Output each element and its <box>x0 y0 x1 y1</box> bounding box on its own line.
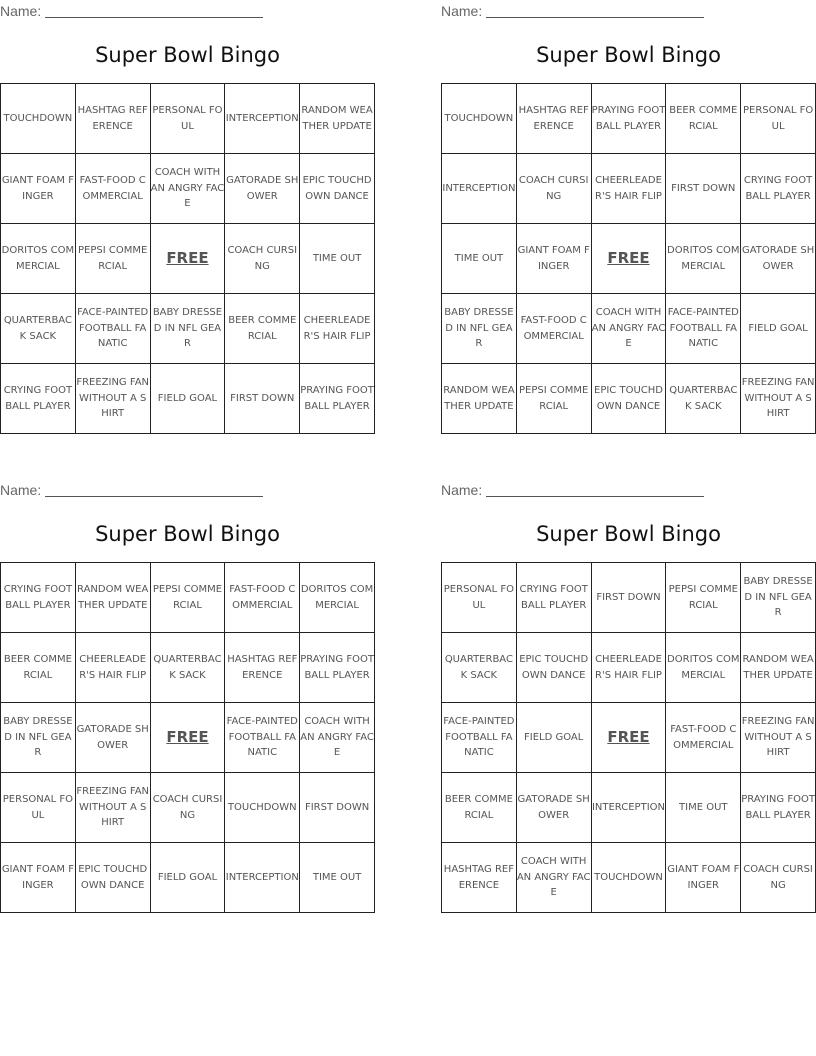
name-blank-line <box>486 496 704 497</box>
bingo-row <box>1 703 375 773</box>
bingo-cell[interactable]: COACH WITH AN ANGRY FACE <box>591 294 666 364</box>
bingo-cell[interactable]: FACE-PAINTED FOOTBALL FANATIC <box>666 294 741 364</box>
bingo-cell[interactable]: RANDOM WEATHER UPDATE <box>741 633 816 703</box>
bingo-cell[interactable]: PERSONAL FOUL <box>442 563 517 633</box>
bingo-cell[interactable]: INTERCEPTION <box>591 773 666 843</box>
bingo-cell[interactable]: BABY DRESSED IN NFL GEAR <box>442 294 517 364</box>
bingo-cell[interactable]: FAST-FOOD COMMERCIAL <box>225 563 300 633</box>
name-field[interactable] <box>0 2 280 20</box>
bingo-grid <box>0 562 375 913</box>
bingo-row <box>442 84 816 154</box>
bingo-cell[interactable]: GIANT FOAM FINGER <box>1 843 76 913</box>
bingo-cell[interactable]: PRAYING FOOTBALL PLAYER <box>300 364 375 434</box>
bingo-cell[interactable]: DORITOS COMMERCIAL <box>1 224 76 294</box>
bingo-cell[interactable]: EPIC TOUCHDOWN DANCE <box>75 843 150 913</box>
bingo-cell[interactable]: FIELD GOAL <box>150 843 225 913</box>
bingo-cell[interactable]: DORITOS COMMERCIAL <box>666 633 741 703</box>
bingo-cell[interactable]: QUARTERBACK SACK <box>150 633 225 703</box>
bingo-cell[interactable]: CRYING FOOTBALL PLAYER <box>741 154 816 224</box>
free-space[interactable]: FREE <box>150 703 225 773</box>
bingo-cell[interactable]: TOUCHDOWN <box>591 843 666 913</box>
bingo-cell[interactable]: TOUCHDOWN <box>1 84 76 154</box>
bingo-cell[interactable]: TIME OUT <box>300 843 375 913</box>
bingo-cell[interactable]: BEER COMMERCIAL <box>1 633 76 703</box>
bingo-cell[interactable]: PEPSI COMMERCIAL <box>666 563 741 633</box>
bingo-cell[interactable]: TIME OUT <box>300 224 375 294</box>
name-field[interactable] <box>441 2 721 20</box>
bingo-cell[interactable]: CRYING FOOTBALL PLAYER <box>516 563 591 633</box>
bingo-grid <box>441 83 816 434</box>
free-space[interactable]: FREE <box>591 703 666 773</box>
bingo-cell[interactable]: FIRST DOWN <box>666 154 741 224</box>
name-blank-line <box>486 17 704 18</box>
bingo-row <box>442 633 816 703</box>
name-blank-line <box>45 17 263 18</box>
name-field[interactable] <box>0 481 280 499</box>
bingo-grid <box>0 83 375 434</box>
bingo-cell[interactable]: BABY DRESSED IN NFL GEAR <box>1 703 76 773</box>
bingo-cell[interactable]: FREEZING FAN WITHOUT A SHIRT <box>741 364 816 434</box>
name-label: Name: <box>441 3 483 19</box>
bingo-cell[interactable]: HASHTAG REFERENCE <box>516 84 591 154</box>
bingo-cell[interactable]: PERSONAL FOUL <box>150 84 225 154</box>
bingo-cell[interactable]: CHEERLEADER'S HAIR FLIP <box>591 633 666 703</box>
bingo-cell[interactable]: PERSONAL FOUL <box>741 84 816 154</box>
bingo-row <box>1 773 375 843</box>
bingo-cell[interactable]: FIELD GOAL <box>741 294 816 364</box>
bingo-row <box>1 633 375 703</box>
bingo-cell[interactable]: RANDOM WEATHER UPDATE <box>300 84 375 154</box>
bingo-cell[interactable]: PERSONAL FOUL <box>1 773 76 843</box>
bingo-cell[interactable]: BABY DRESSED IN NFL GEAR <box>150 294 225 364</box>
card-title: Super Bowl Bingo <box>95 43 280 67</box>
bingo-row <box>1 84 375 154</box>
bingo-cell[interactable]: FREEZING FAN WITHOUT A SHIRT <box>741 703 816 773</box>
bingo-cell[interactable]: COACH CURSING <box>516 154 591 224</box>
bingo-row <box>1 364 375 434</box>
bingo-cell[interactable]: QUARTERBACK SACK <box>1 294 76 364</box>
bingo-cell[interactable]: FAST-FOOD COMMERCIAL <box>516 294 591 364</box>
bingo-cell[interactable]: CRYING FOOTBALL PLAYER <box>1 364 76 434</box>
bingo-row <box>1 563 375 633</box>
bingo-cell[interactable]: PRAYING FOOTBALL PLAYER <box>300 633 375 703</box>
bingo-row <box>442 224 816 294</box>
bingo-row <box>1 843 375 913</box>
bingo-cell[interactable]: EPIC TOUCHDOWN DANCE <box>300 154 375 224</box>
bingo-cell[interactable]: TIME OUT <box>666 773 741 843</box>
bingo-cell[interactable]: COACH WITH AN ANGRY FACE <box>150 154 225 224</box>
bingo-cell[interactable]: PRAYING FOOTBALL PLAYER <box>741 773 816 843</box>
bingo-cell[interactable]: HASHTAG REFERENCE <box>442 843 517 913</box>
bingo-cell[interactable]: RANDOM WEATHER UPDATE <box>75 563 150 633</box>
bingo-cell[interactable]: CHEERLEADER'S HAIR FLIP <box>300 294 375 364</box>
bingo-cell[interactable]: BEER COMMERCIAL <box>225 294 300 364</box>
bingo-cell[interactable]: FIRST DOWN <box>225 364 300 434</box>
bingo-cell[interactable]: FACE-PAINTED FOOTBALL FANATIC <box>75 294 150 364</box>
bingo-row <box>1 154 375 224</box>
bingo-cell[interactable]: DORITOS COMMERCIAL <box>666 224 741 294</box>
bingo-row <box>1 224 375 294</box>
bingo-cell[interactable]: PEPSI COMMERCIAL <box>516 364 591 434</box>
card-title: Super Bowl Bingo <box>536 522 721 546</box>
bingo-cell[interactable]: FIRST DOWN <box>591 563 666 633</box>
bingo-cell[interactable]: GIANT FOAM FINGER <box>516 224 591 294</box>
bingo-row <box>442 773 816 843</box>
bingo-cell[interactable]: DORITOS COMMERCIAL <box>300 563 375 633</box>
bingo-cell[interactable]: QUARTERBACK SACK <box>442 633 517 703</box>
bingo-cell[interactable]: CHEERLEADER'S HAIR FLIP <box>75 633 150 703</box>
bingo-cell[interactable]: BEER COMMERCIAL <box>442 773 517 843</box>
bingo-row <box>442 563 816 633</box>
bingo-cell[interactable]: GATORADE SHOWER <box>516 773 591 843</box>
bingo-cell[interactable]: PRAYING FOOTBALL PLAYER <box>591 84 666 154</box>
name-blank-line <box>45 496 263 497</box>
bingo-cell[interactable]: COACH CURSING <box>741 843 816 913</box>
card-title: Super Bowl Bingo <box>95 522 280 546</box>
bingo-row <box>442 364 816 434</box>
bingo-row <box>442 703 816 773</box>
bingo-cell[interactable]: BABY DRESSED IN NFL GEAR <box>741 563 816 633</box>
bingo-cell[interactable]: TOUCHDOWN <box>225 773 300 843</box>
name-label: Name: <box>0 482 42 498</box>
bingo-cell[interactable]: RANDOM WEATHER UPDATE <box>442 364 517 434</box>
bingo-cell[interactable]: EPIC TOUCHDOWN DANCE <box>516 633 591 703</box>
bingo-cell[interactable]: COACH CURSING <box>225 224 300 294</box>
bingo-cell[interactable]: BEER COMMERCIAL <box>666 84 741 154</box>
bingo-cell[interactable]: GIANT FOAM FINGER <box>1 154 76 224</box>
bingo-cell[interactable]: HASHTAG REFERENCE <box>75 84 150 154</box>
bingo-cell[interactable]: COACH CURSING <box>150 773 225 843</box>
free-space[interactable]: FREE <box>150 224 225 294</box>
bingo-cell[interactable]: FIELD GOAL <box>150 364 225 434</box>
bingo-row <box>442 843 816 913</box>
bingo-cell[interactable]: EPIC TOUCHDOWN DANCE <box>591 364 666 434</box>
name-label: Name: <box>441 482 483 498</box>
bingo-cell[interactable]: FAST-FOOD COMMERCIAL <box>666 703 741 773</box>
bingo-cell[interactable]: FREEZING FAN WITHOUT A SHIRT <box>75 773 150 843</box>
bingo-cell[interactable]: FAST-FOOD COMMERCIAL <box>75 154 150 224</box>
bingo-cell[interactable]: TIME OUT <box>442 224 517 294</box>
bingo-row <box>1 294 375 364</box>
bingo-cell[interactable]: GATORADE SHOWER <box>741 224 816 294</box>
bingo-cell[interactable]: CHEERLEADER'S HAIR FLIP <box>591 154 666 224</box>
bingo-row <box>442 154 816 224</box>
bingo-cell[interactable]: INTERCEPTION <box>442 154 517 224</box>
bingo-cell[interactable]: FREEZING FAN WITHOUT A SHIRT <box>75 364 150 434</box>
bingo-cell[interactable]: TOUCHDOWN <box>442 84 517 154</box>
card-title: Super Bowl Bingo <box>536 43 721 67</box>
bingo-cell[interactable]: HASHTAG REFERENCE <box>225 633 300 703</box>
bingo-cell[interactable]: QUARTERBACK SACK <box>666 364 741 434</box>
bingo-cell[interactable]: PEPSI COMMERCIAL <box>75 224 150 294</box>
bingo-cell[interactable]: COACH WITH AN ANGRY FACE <box>300 703 375 773</box>
bingo-cell[interactable]: FIRST DOWN <box>300 773 375 843</box>
free-space[interactable]: FREE <box>591 224 666 294</box>
bingo-cell[interactable]: FACE-PAINTED FOOTBALL FANATIC <box>225 703 300 773</box>
bingo-grid <box>441 562 816 913</box>
bingo-cell[interactable]: GIANT FOAM FINGER <box>666 843 741 913</box>
bingo-cell[interactable]: GATORADE SHOWER <box>225 154 300 224</box>
bingo-cell[interactable]: COACH WITH AN ANGRY FACE <box>516 843 591 913</box>
bingo-row <box>442 294 816 364</box>
bingo-cell[interactable]: PEPSI COMMERCIAL <box>150 563 225 633</box>
bingo-cell[interactable]: INTERCEPTION <box>225 84 300 154</box>
name-field[interactable] <box>441 481 721 499</box>
bingo-cell[interactable]: GATORADE SHOWER <box>75 703 150 773</box>
bingo-cell[interactable]: FACE-PAINTED FOOTBALL FANATIC <box>442 703 517 773</box>
name-label: Name: <box>0 3 42 19</box>
bingo-cell[interactable]: CRYING FOOTBALL PLAYER <box>1 563 76 633</box>
bingo-cell[interactable]: INTERCEPTION <box>225 843 300 913</box>
bingo-cell[interactable]: FIELD GOAL <box>516 703 591 773</box>
